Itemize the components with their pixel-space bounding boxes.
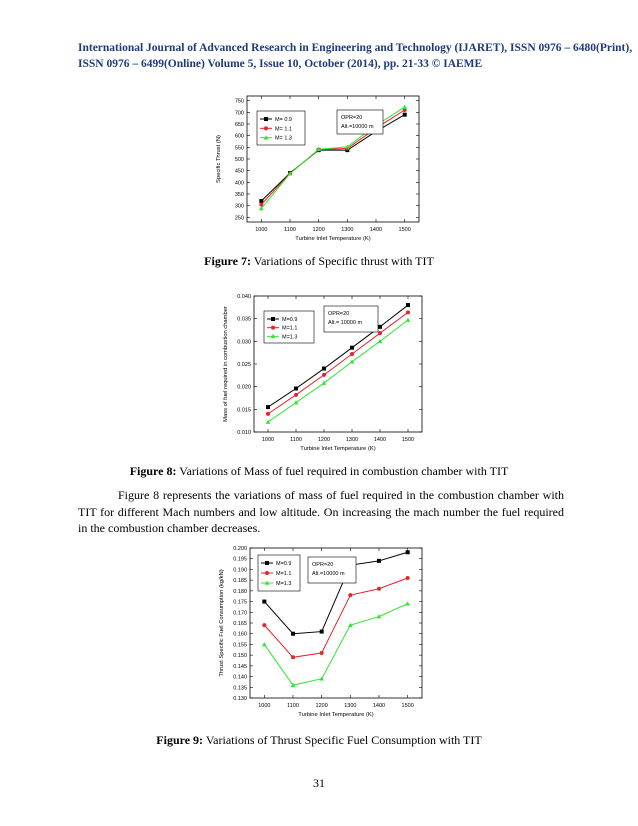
annotation-text: Alt.=10000 m [341, 124, 374, 130]
y-tick-label: 0.025 [237, 362, 251, 368]
y-tick-label: 650 [234, 122, 244, 128]
legend-label: M= 0.9 [275, 117, 292, 123]
figure-8-chart [210, 290, 430, 455]
y-tick-label: 0.135 [233, 685, 247, 692]
data-point [291, 632, 295, 636]
legend-marker [264, 117, 268, 121]
x-tick-label: 1000 [261, 437, 275, 443]
x-tick-label: 1000 [258, 703, 271, 709]
page-number: 31 [313, 776, 325, 790]
y-tick-label: 700 [234, 110, 244, 117]
figure-7-caption-label: Figure 7: [204, 254, 251, 268]
data-point [322, 367, 326, 371]
data-point [378, 325, 382, 329]
y-tick-label: 0.165 [233, 621, 247, 627]
data-point [322, 373, 326, 377]
y-tick-label: 0.155 [233, 642, 247, 649]
y-tick-label: 0.195 [233, 556, 247, 563]
data-point [406, 318, 411, 322]
data-point [262, 623, 266, 627]
y-tick-label: 500 [234, 157, 244, 163]
data-point [350, 346, 354, 350]
x-tick-label: 1200 [317, 437, 331, 443]
y-tick-label: 550 [234, 145, 244, 152]
data-point [294, 393, 298, 397]
data-point [266, 412, 270, 416]
y-tick-label: 750 [234, 98, 244, 105]
data-point [262, 642, 267, 646]
y-tick-label: 0.200 [233, 546, 247, 552]
data-point [406, 550, 410, 554]
x-axis-label: Turbine Inlet Temperature (K) [298, 712, 374, 718]
annotation-text: OPR=20 [341, 115, 363, 121]
figure-8-caption-label: Figure 8: [129, 464, 177, 478]
figure-9-chart [208, 540, 433, 722]
data-point [377, 559, 381, 563]
annotation-text: Alt.=10000 m [312, 571, 345, 577]
data-point [266, 420, 271, 424]
figure-8-caption-text: Variations of Mass of fuel required in combustion chamber with TIT [176, 464, 509, 478]
data-point [291, 655, 295, 659]
y-axis-label: Specific Thrust (N) [216, 135, 222, 183]
data-point [402, 105, 407, 109]
figure-7-caption [0, 254, 638, 269]
x-tick-label: 1500 [401, 703, 414, 709]
data-point [377, 587, 381, 591]
figure-9-caption [0, 733, 638, 748]
data-point [259, 203, 263, 207]
legend-label: M= 1.3 [275, 135, 292, 142]
data-point [350, 352, 354, 356]
x-axis-label: Turbine Inlet Temperature (K) [300, 446, 376, 452]
y-tick-label: 0.020 [237, 384, 251, 391]
data-point [294, 386, 298, 390]
y-tick-label: 0.015 [237, 407, 251, 414]
journal-header-line-1: International Journal of Advanced Research in Engineering and Technology (IJARET), ISSN 0976 – 6480(Print), [78, 42, 633, 54]
data-point [262, 600, 266, 604]
y-tick-label: 300 [234, 203, 244, 210]
y-tick-label: 0.180 [233, 588, 247, 595]
y-tick-label: 350 [234, 192, 244, 198]
data-point [319, 676, 324, 680]
y-tick-label: 0.160 [233, 631, 247, 638]
journal-header [78, 40, 633, 72]
y-tick-label: 600 [234, 133, 244, 140]
y-tick-label: 0.030 [237, 339, 251, 346]
legend-marker [271, 326, 275, 330]
y-tick-label: 250 [234, 215, 244, 222]
x-tick-label: 1100 [284, 227, 296, 233]
legend-label: M= 1.1 [275, 126, 292, 133]
y-tick-label: 0.130 [233, 696, 247, 702]
series-line-3 [264, 604, 407, 685]
data-point [266, 405, 270, 409]
annotation-box [337, 110, 383, 134]
y-tick-label: 0.185 [233, 578, 247, 585]
figure-8-caption [0, 464, 638, 479]
data-point [348, 593, 352, 597]
x-tick-label: 1500 [401, 437, 415, 443]
x-tick-label: 1300 [345, 437, 359, 443]
annotation-box [308, 557, 356, 583]
y-tick-label: 0.040 [237, 294, 251, 300]
x-tick-label: 1000 [255, 227, 268, 233]
y-tick-label: 0.170 [233, 610, 247, 617]
x-tick-label: 1300 [341, 227, 354, 233]
annotation-text: OPR=20 [328, 311, 350, 317]
annotation-text: Alt.= 10000 m [328, 320, 363, 326]
legend-label: M=1.3 [276, 581, 292, 587]
x-axis-label: Turbine Inlet Temperature (K) [295, 236, 371, 242]
y-tick-label: 0.145 [233, 663, 247, 670]
legend-marker [265, 571, 269, 575]
body-paragraph-text: Figure 8 represents the variations of mass of fuel required in the combustion chamber with TIT for different Mach numbers and low altitude. On increasing the mach number the fuel required in the combustion chamber decreases. [78, 488, 564, 535]
x-tick-label: 1500 [398, 227, 411, 233]
legend-marker [264, 126, 268, 130]
x-tick-label: 1300 [344, 703, 357, 709]
annotation-box [324, 306, 378, 332]
x-tick-label: 1100 [290, 437, 302, 443]
x-tick-label: 1400 [369, 227, 383, 233]
x-tick-label: 1400 [373, 437, 387, 443]
x-tick-label: 1200 [315, 703, 328, 709]
y-tick-label: 0.175 [233, 599, 247, 606]
figure-9-caption-label: Figure 9: [156, 733, 204, 747]
data-point [406, 303, 410, 307]
annotation-text: OPR=20 [312, 562, 334, 568]
legend-label: M=0.9 [276, 561, 292, 567]
y-tick-label: 0.190 [233, 567, 247, 574]
figure-7-chart [205, 88, 430, 248]
legend-label: M=0.9 [282, 317, 298, 323]
y-tick-label: 0.150 [233, 653, 247, 660]
legend-marker [265, 561, 269, 565]
data-point [294, 400, 299, 404]
x-tick-label: 1400 [372, 703, 386, 709]
data-point [320, 651, 324, 655]
y-tick-label: 450 [234, 168, 244, 175]
y-axis-label: Mass of fuel required in combustion chamber [223, 306, 229, 422]
y-tick-label: 0.140 [233, 674, 247, 681]
data-point [378, 331, 382, 335]
y-tick-label: 0.035 [237, 316, 251, 323]
data-point [406, 310, 410, 314]
data-point [406, 576, 410, 580]
legend-label: M=1.1 [276, 571, 292, 577]
figure-7-caption-text: Variations of Specific thrust with TIT [250, 254, 434, 268]
data-point [403, 113, 407, 117]
x-tick-label: 1200 [312, 227, 325, 233]
figure-9-caption-text: Variations of Thrust Specific Fuel Consumption with TIT [203, 733, 482, 747]
legend-label: M=1.1 [282, 325, 298, 332]
body-paragraph [78, 487, 564, 537]
data-point [320, 630, 324, 634]
y-tick-label: 0.010 [237, 430, 251, 436]
y-axis-label: Thrust Specific Fuel Consumption (kg/kN) [219, 569, 225, 677]
data-point [405, 601, 410, 605]
y-tick-label: 400 [234, 180, 244, 187]
legend-label: M=1.3 [282, 334, 298, 341]
legend-marker [271, 317, 275, 321]
x-tick-label: 1100 [287, 703, 299, 709]
journal-header-line-2: ISSN 0976 – 6499(Online) Volume 5, Issue 10, October (2014), pp. 21-33 © IAEME [78, 58, 483, 70]
